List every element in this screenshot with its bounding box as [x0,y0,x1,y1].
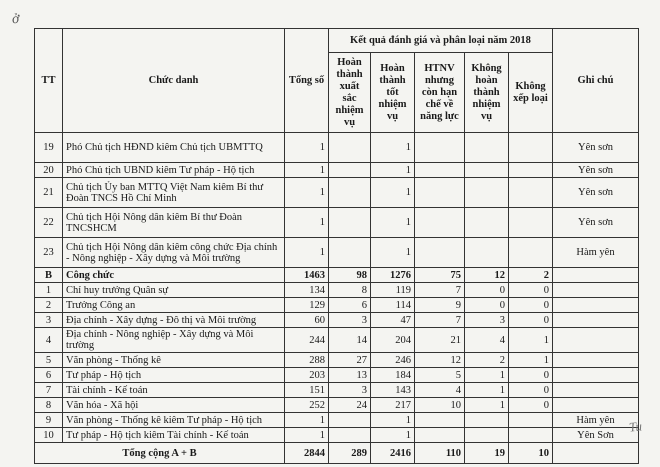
row-unclassified: 0 [509,398,553,413]
header-excellent: Hoàn thành xuất sắc nhiệm vụ [329,53,371,133]
row-limited [415,208,465,238]
handwritten-page-mark: ở [10,11,21,28]
row-tt: 1 [35,283,63,298]
table-row [35,208,639,238]
row-limited: 9 [415,298,465,313]
row-limited: 75 [415,268,465,283]
row-not-completed: 0 [465,283,509,298]
table-row [35,428,639,443]
row-tt: 7 [35,383,63,398]
handwritten-initials: Tu [628,418,643,435]
row-limited: 7 [415,283,465,298]
results-table-container [34,28,638,464]
table-row [35,298,639,313]
table-row [35,328,639,353]
row-note [553,353,639,368]
row-unclassified [509,238,553,268]
row-good: 204 [371,328,415,353]
row-total: 1 [285,178,329,208]
row-good: 143 [371,383,415,398]
row-title: Chủ tịch Hội Nông dân kiêm công chức Địa chính - Nông nghiệp - Xây dựng và Môi trường [63,238,285,268]
row-excellent [329,428,371,443]
row-note [553,313,639,328]
row-unclassified: 0 [509,283,553,298]
row-limited: 10 [415,398,465,413]
row-tt: 6 [35,368,63,383]
row-tt: 9 [35,413,63,428]
row-not-completed [465,208,509,238]
header-total: Tổng số [285,29,329,133]
row-limited: 21 [415,328,465,353]
row-not-completed: 1 [465,368,509,383]
row-total: 203 [285,368,329,383]
row-note [553,283,639,298]
row-total: 1 [285,428,329,443]
row-good: 1 [371,133,415,163]
row-good: 246 [371,353,415,368]
row-good: 1 [371,238,415,268]
row-unclassified [509,428,553,443]
row-total: 60 [285,313,329,328]
row-total: 1 [285,238,329,268]
table-row [35,383,639,398]
row-not-completed [465,178,509,208]
row-not-completed: 1 [465,383,509,398]
header-group: Kết quả đánh giá và phân loại năm 2018 [329,29,553,53]
row-note [553,368,639,383]
row-unclassified: 0 [509,368,553,383]
row-not-completed: 0 [465,298,509,313]
row-note [553,268,639,283]
row-title: Tài chính - Kế toán [63,383,285,398]
row-unclassified [509,178,553,208]
row-title: Chủ tịch Hội Nông dân kiêm Bí thư Đoàn TNCSHCM [63,208,285,238]
row-limited: 5 [415,368,465,383]
row-good: 1 [371,413,415,428]
header-row-top [35,29,639,53]
row-unclassified: 0 [509,298,553,313]
row-excellent: 27 [329,353,371,368]
row-title: Tư pháp - Hộ tịch kiêm Tài chính - Kế toán [63,428,285,443]
total-unclassified: 10 [509,443,553,464]
row-unclassified: 0 [509,383,553,398]
row-tt: 19 [35,133,63,163]
row-good: 119 [371,283,415,298]
row-limited [415,133,465,163]
row-total: 1 [285,413,329,428]
row-tt: 4 [35,328,63,353]
total-value: 2844 [285,443,329,464]
header-note: Ghi chú [553,29,639,133]
row-excellent: 13 [329,368,371,383]
row-title: Chỉ huy trưởng Quân sự [63,283,285,298]
row-excellent [329,238,371,268]
row-excellent [329,178,371,208]
row-title: Văn phòng - Thống kê kiêm Tư pháp - Hộ tịch [63,413,285,428]
row-excellent [329,163,371,178]
row-title: Địa chính - Xây dựng - Đô thị và Môi trường [63,313,285,328]
row-title: Phó Chủ tịch HĐND kiêm Chủ tịch UBMTTQ [63,133,285,163]
row-excellent: 14 [329,328,371,353]
row-not-completed [465,413,509,428]
row-note: Yên Sơn [553,428,639,443]
row-note: Yên sơn [553,208,639,238]
row-note [553,383,639,398]
total-label: Tổng cộng A + B [35,443,285,464]
row-not-completed: 12 [465,268,509,283]
row-excellent: 6 [329,298,371,313]
row-unclassified [509,208,553,238]
table-row [35,238,639,268]
row-good: 1 [371,428,415,443]
row-not-completed [465,238,509,268]
row-total: 288 [285,353,329,368]
row-not-completed: 2 [465,353,509,368]
row-tt: 3 [35,313,63,328]
row-unclassified: 0 [509,313,553,328]
total-not-completed: 19 [465,443,509,464]
row-tt: 23 [35,238,63,268]
table-row [35,283,639,298]
row-note: Yên sơn [553,163,639,178]
row-good: 1 [371,163,415,178]
row-title: Chủ tịch Ủy ban MTTQ Việt Nam kiêm Bí thư Đoàn TNCS Hồ Chí Minh [63,178,285,208]
header-not-completed: Không hoàn thành nhiệm vụ [465,53,509,133]
table-row [35,398,639,413]
row-excellent: 3 [329,383,371,398]
row-limited [415,428,465,443]
table-row [35,368,639,383]
row-tt: 22 [35,208,63,238]
row-excellent: 8 [329,283,371,298]
row-total: 252 [285,398,329,413]
row-note: Hàm yên [553,238,639,268]
row-not-completed: 1 [465,398,509,413]
row-unclassified: 1 [509,328,553,353]
row-good: 1 [371,178,415,208]
table-row [35,313,639,328]
total-limited: 110 [415,443,465,464]
row-good: 217 [371,398,415,413]
header-tt: TT [35,29,63,133]
table-row [35,178,639,208]
table-row [35,268,639,283]
table-row [35,133,639,163]
row-title: Văn hóa - Xã hội [63,398,285,413]
row-unclassified [509,163,553,178]
header-limited: HTNV nhưng còn hạn chế về năng lực [415,53,465,133]
row-unclassified [509,133,553,163]
row-note [553,398,639,413]
row-title: Địa chính - Nông nghiệp - Xây dựng và Môi trường [63,328,285,353]
total-row [35,443,639,464]
total-note [553,443,639,464]
row-tt: 20 [35,163,63,178]
header-title: Chức danh [63,29,285,133]
row-good: 1276 [371,268,415,283]
row-not-completed [465,133,509,163]
row-good: 114 [371,298,415,313]
row-limited [415,238,465,268]
row-total: 1463 [285,268,329,283]
row-tt: 2 [35,298,63,313]
row-title: Tư pháp - Hộ tịch [63,368,285,383]
row-total: 1 [285,163,329,178]
row-total: 129 [285,298,329,313]
row-unclassified: 2 [509,268,553,283]
row-limited [415,413,465,428]
row-not-completed [465,163,509,178]
row-excellent [329,133,371,163]
row-excellent [329,413,371,428]
results-table [34,28,639,464]
row-limited: 12 [415,353,465,368]
row-excellent: 98 [329,268,371,283]
header-good: Hoàn thành tốt nhiệm vụ [371,53,415,133]
row-good: 1 [371,208,415,238]
row-excellent: 3 [329,313,371,328]
table-row [35,163,639,178]
row-tt: 5 [35,353,63,368]
row-unclassified [509,413,553,428]
row-tt: 21 [35,178,63,208]
row-unclassified: 1 [509,353,553,368]
header-unclassified: Không xếp loại [509,53,553,133]
row-limited: 4 [415,383,465,398]
row-not-completed: 4 [465,328,509,353]
row-total: 1 [285,133,329,163]
row-not-completed [465,428,509,443]
row-tt: 8 [35,398,63,413]
row-tt: B [35,268,63,283]
row-excellent: 24 [329,398,371,413]
table-row [35,413,639,428]
row-good: 184 [371,368,415,383]
row-total: 1 [285,208,329,238]
row-title: Trưởng Công an [63,298,285,313]
total-excellent: 289 [329,443,371,464]
row-note [553,298,639,313]
row-title: Văn phòng - Thống kê [63,353,285,368]
row-total: 244 [285,328,329,353]
row-good: 47 [371,313,415,328]
row-note [553,328,639,353]
row-excellent [329,208,371,238]
total-good: 2416 [371,443,415,464]
row-note: Hàm yên [553,413,639,428]
row-total: 134 [285,283,329,298]
table-row [35,353,639,368]
row-note: Yên sơn [553,133,639,163]
row-not-completed: 3 [465,313,509,328]
row-title: Phó Chủ tịch UBND kiêm Tư pháp - Hộ tịch [63,163,285,178]
row-tt: 10 [35,428,63,443]
row-limited: 7 [415,313,465,328]
row-note: Yên sơn [553,178,639,208]
table-body [35,133,639,443]
row-total: 151 [285,383,329,398]
row-title: Công chức [63,268,285,283]
row-limited [415,178,465,208]
row-limited [415,163,465,178]
